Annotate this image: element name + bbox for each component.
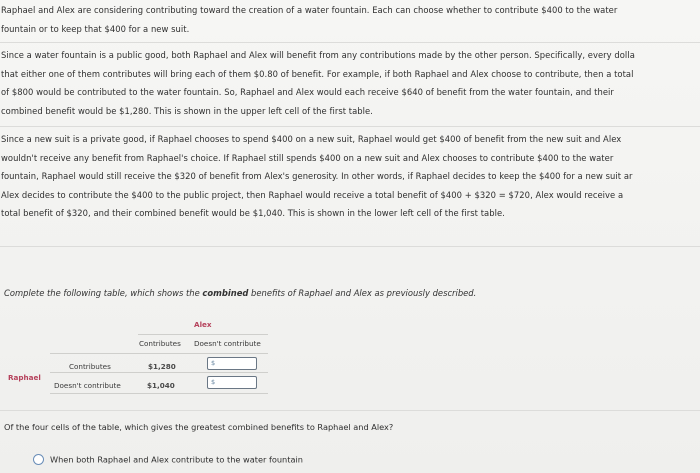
instruction-text: Complete the following table, which shows the [4,288,203,298]
question-text: Of the four cells of the table, which gives the greatest combined benefits to Raphael and Alex? [4,422,394,432]
radio-button[interactable] [33,454,44,465]
instruction-emphasis: combined [202,288,249,298]
dollar-prefix: $ [211,359,216,367]
intro-paragraph [1,1,617,38]
answer-option[interactable] [33,454,303,468]
instruction-text: benefits of Raphael and Alex as previously described. [248,288,477,298]
column-header-doesnt-contribute: Doesn't contribute [194,339,261,348]
dollar-prefix: $ [211,378,216,386]
table-rule [50,372,268,373]
paragraph-line: fountain or to keep that $400 for a new suit. [1,23,190,34]
table-rule [50,393,268,394]
paragraph-line: wouldn't receive any benefit from Raphael's choice. If Raphael still spends $400 on a new suit and Alex chooses to contribute $400 to the water [1,152,614,163]
answer-input[interactable] [207,357,257,370]
paragraph-line: Since a new suit is a private good, if Raphael chooses to spend $400 on a new suit, Raphael would get $400 of benefit from the new suit and Alex [1,134,622,144]
table-rule [138,334,268,335]
divider [0,246,700,247]
column-player-label: Alex [194,320,212,329]
private-good-paragraph [1,130,633,223]
paragraph-line: Raphael and Alex are considering contributing toward the creation of a water fountain. Each can choose whether to contribute $400 to the water [1,5,618,15]
divider [0,410,700,411]
paragraph-line: combined benefit would be $1,280. This is shown in the upper left cell of the first table. [1,105,373,116]
cell-value: $1,040 [147,381,175,390]
paragraph-line: fountain, Raphael would still receive the $320 of benefit from Alex's generosity. In other words, if Raphael decides to keep the $400 for a new suit ar [1,171,633,181]
table-rule [50,353,268,354]
option-label: When both Raphael and Alex contribute to the water fountain [50,454,303,465]
table-instruction [4,288,476,298]
public-good-paragraph [1,46,635,120]
paragraph-line: total benefit of $320, and their combined benefit would be $1,040. This is shown in the lower left cell of the first table. [1,208,505,218]
answer-input[interactable] [207,376,257,389]
divider [0,42,700,43]
column-header-contributes: Contributes [139,339,181,348]
divider [0,126,700,127]
cell-value: $1,280 [148,362,176,371]
paragraph-line: Alex decides to contribute the $400 to the public project, then Raphael would receive a total benefit of $400 + $320 = $720, Alex would receive a [1,189,624,200]
paragraph-line: of $800 would be contributed to the water fountain. So, Raphael and Alex would each receive $640 of benefit from the water fountain, and their [1,87,614,97]
row-header-contributes: Contributes [69,362,111,371]
row-header-doesnt-contribute: Doesn't contribute [54,381,121,390]
row-player-label: Raphael [8,373,41,382]
paragraph-line: Since a water fountain is a public good, both Raphael and Alex will benefit from any contributions made by the other person. Specifically, every dolla [1,50,635,60]
paragraph-line: that either one of them contributes will bring each of them $0.80 of benefit. For example, if both Raphael and Alex choose to contribute, then a total [1,68,634,79]
